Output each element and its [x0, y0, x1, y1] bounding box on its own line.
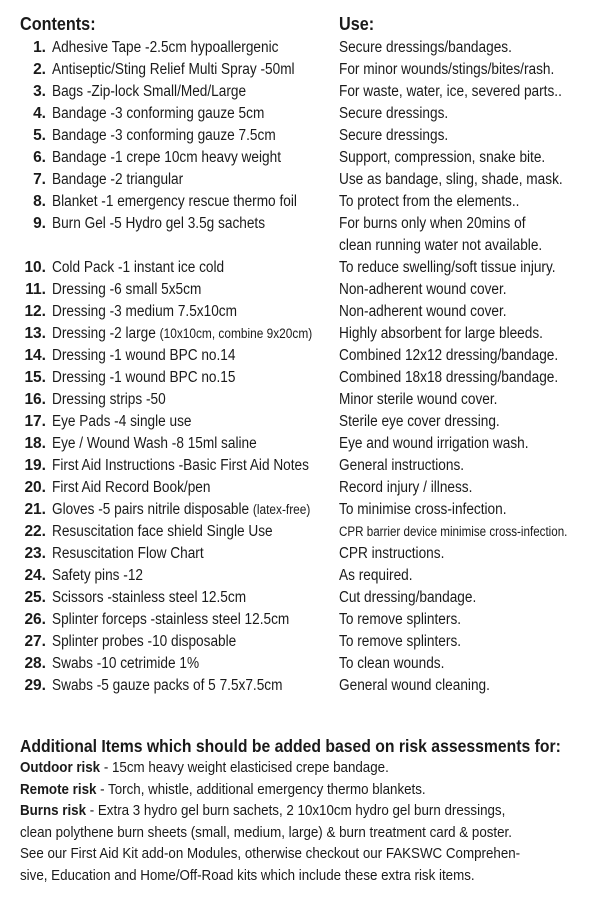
- item-number: 24.: [24, 567, 46, 584]
- item-number: 22.: [24, 523, 46, 540]
- list-item: [0, 477, 600, 499]
- item-use-text: To reduce swelling/soft tissue injury.: [339, 259, 556, 276]
- list-item: [0, 301, 600, 323]
- list-item: [0, 499, 600, 521]
- item-use: [339, 169, 600, 191]
- additional-items-title: Additional Items which should be added based on risk assessments for:: [20, 736, 561, 756]
- item-use-text: To clean wounds.: [339, 655, 445, 672]
- list-item: [0, 257, 600, 279]
- list-item: [0, 543, 600, 565]
- item-name-text: Dressing -1 wound BPC no.14: [52, 347, 236, 364]
- item-use: [339, 411, 600, 433]
- list-item: [0, 81, 600, 103]
- item-use-text: Combined 18x18 dressing/bandage.: [339, 369, 559, 386]
- item-name: [52, 433, 257, 455]
- list-item: [0, 455, 600, 477]
- item-name: [52, 389, 166, 411]
- item-name-text: Resuscitation face shield Single Use: [52, 523, 273, 540]
- item-use-text: Secure dressings.: [339, 127, 449, 144]
- item-use-text: CPR barrier device minimise cross-infection.: [339, 524, 568, 539]
- list-item: [0, 675, 600, 697]
- remote-risk-label: Remote risk: [20, 780, 97, 798]
- item-use: [339, 37, 600, 59]
- item-name: [52, 103, 264, 125]
- item-use-text: Cut dressing/bandage.: [339, 589, 477, 606]
- item-name: [52, 279, 201, 301]
- item-use: [339, 653, 600, 675]
- use-heading: Use:: [339, 14, 375, 34]
- item-use-text: As required.: [339, 567, 413, 584]
- item-number: 5.: [33, 127, 46, 144]
- item-name: [52, 125, 276, 147]
- item-use-text: To protect from the elements..: [339, 193, 520, 210]
- item-number: 27.: [24, 633, 46, 650]
- item-use: [339, 191, 600, 213]
- item-name: [52, 499, 310, 521]
- item-name: [52, 411, 192, 433]
- item-name-text: Eye / Wound Wash -8 15ml saline: [52, 435, 257, 452]
- item-number: 25.: [24, 589, 46, 606]
- item-use-text: For waste, water, ice, severed parts..: [339, 83, 562, 100]
- item-name: [52, 37, 278, 59]
- item-use-text: For burns only when 20mins of: [339, 215, 526, 232]
- item-use: [339, 521, 597, 543]
- item-name-text: Dressing -1 wound BPC no.15: [52, 369, 236, 386]
- item-use: [339, 59, 600, 81]
- item-name-text: First Aid Record Book/pen: [52, 479, 211, 496]
- item-name: [52, 521, 273, 543]
- burns-risk-label: Burns risk: [20, 802, 87, 819]
- item-use-text: To remove splinters.: [339, 633, 462, 650]
- item-use-text: CPR instructions.: [339, 545, 445, 562]
- item-number: 1.: [33, 39, 46, 56]
- item-name: [52, 543, 204, 565]
- list-item: [0, 389, 600, 411]
- outdoor-risk-line: [20, 757, 527, 779]
- remote-risk-text: - Torch, whistle, additional emergency thermo blankets.: [96, 780, 426, 798]
- burns-risk-line-2: clean polythene burn sheets (small, medium, large) & burn treatment card & poster.: [20, 823, 512, 841]
- item-name-text: Gloves -5 pairs nitrile disposable: [52, 501, 250, 518]
- item-use-text-2: clean running water not available.: [339, 237, 543, 254]
- item-number: 16.: [24, 391, 46, 408]
- additional-items-section: [20, 735, 590, 886]
- item-number: 8.: [33, 193, 46, 210]
- item-number: 28.: [24, 655, 46, 672]
- see-modules-line-1: See our First Aid Kit add-on Modules, otherwise checkout our FAKSWC Comprehen-: [20, 845, 521, 862]
- item-name-text: Swabs -5 gauze packs of 5 7.5x7.5cm: [52, 677, 283, 694]
- item-use: [339, 257, 600, 279]
- item-use-text: Support, compression, snake bite.: [339, 149, 546, 166]
- burns-risk-text: - Extra 3 hydro gel burn sachets, 2 10x10cm hydro gel burn dressings,: [86, 802, 506, 819]
- item-name: [52, 587, 246, 609]
- item-use: [339, 213, 600, 257]
- item-number: 20.: [24, 479, 46, 496]
- item-number: 12.: [24, 303, 46, 320]
- contents-heading: Contents:: [20, 14, 96, 34]
- item-name: [52, 345, 235, 367]
- item-use: [339, 103, 600, 125]
- item-number: 15.: [24, 369, 46, 386]
- item-use: [339, 147, 600, 169]
- item-use: [339, 367, 600, 389]
- item-name: [52, 455, 309, 477]
- item-use-text: Non-adherent wound cover.: [339, 281, 507, 298]
- item-number: 9.: [33, 215, 46, 232]
- item-use: [339, 565, 600, 587]
- item-name-text: Resuscitation Flow Chart: [52, 545, 204, 562]
- item-use-text: For minor wounds/stings/bites/rash.: [339, 61, 555, 78]
- item-name: [52, 675, 282, 697]
- item-name-text: Splinter probes -10 disposable: [52, 633, 237, 650]
- item-use: [339, 543, 600, 565]
- item-use: [339, 389, 600, 411]
- item-use-text: To remove splinters.: [339, 611, 462, 628]
- item-name-text: Safety pins -12: [52, 567, 143, 584]
- item-name-text: Dressing -2 large: [52, 325, 156, 342]
- list-item: [0, 59, 600, 81]
- item-name-text: Bandage -3 conforming gauze 5cm: [52, 105, 265, 122]
- item-name: [52, 323, 312, 345]
- list-item: [0, 411, 600, 433]
- item-name-text: Dressing -3 medium 7.5x10cm: [52, 303, 237, 320]
- item-name: [52, 169, 183, 191]
- item-number: 18.: [24, 435, 46, 452]
- list-item: [0, 103, 600, 125]
- list-item: [0, 521, 600, 543]
- item-use-text: Minor sterile wound cover.: [339, 391, 498, 408]
- list-item: [0, 587, 600, 609]
- item-name-text: Adhesive Tape -2.5cm hypoallergenic: [52, 39, 279, 56]
- item-name-text: Cold Pack -1 instant ice cold: [52, 259, 225, 276]
- item-use: [339, 301, 600, 323]
- item-name-text: Bags -Zip-lock Small/Med/Large: [52, 83, 247, 100]
- item-use-text: To minimise cross-infection.: [339, 501, 507, 518]
- item-name: [52, 59, 295, 81]
- item-name: [52, 301, 237, 323]
- item-name: [52, 631, 236, 653]
- item-number: 11.: [25, 281, 46, 298]
- item-number: 6.: [33, 149, 46, 166]
- item-number: 7.: [33, 171, 46, 188]
- item-number: 29.: [24, 677, 46, 694]
- list-item: [0, 565, 600, 587]
- item-number: 26.: [24, 611, 46, 628]
- list-item: [0, 169, 600, 191]
- item-name: [52, 477, 210, 499]
- item-use: [339, 609, 600, 631]
- list-item: [0, 125, 600, 147]
- item-use: [339, 81, 600, 103]
- item-use: [339, 499, 600, 521]
- item-name: [52, 191, 297, 213]
- item-use-text: Secure dressings.: [339, 105, 449, 122]
- list-item: [0, 191, 600, 213]
- list-item: [0, 279, 600, 301]
- list-item: [0, 323, 600, 345]
- item-name-text: Splinter forceps -stainless steel 12.5cm: [52, 611, 290, 628]
- item-use-text: Combined 12x12 dressing/bandage.: [339, 347, 559, 364]
- item-number: 23.: [24, 545, 46, 562]
- list-item: [0, 631, 600, 653]
- item-use: [339, 631, 600, 653]
- item-number: 3.: [33, 83, 46, 100]
- item-number: 13.: [24, 325, 46, 342]
- item-use: [339, 279, 600, 301]
- item-name-text: Dressing strips -50: [52, 391, 166, 408]
- item-number: 14.: [24, 347, 46, 364]
- burns-risk-line: [20, 800, 527, 822]
- item-name-text: First Aid Instructions -Basic First Aid Notes: [52, 457, 309, 474]
- item-use: [339, 323, 600, 345]
- item-name-text: Blanket -1 emergency rescue thermo foil: [52, 193, 297, 210]
- item-name: [52, 213, 265, 235]
- list-item: [0, 147, 600, 169]
- item-number: 19.: [24, 457, 46, 474]
- item-name-text: Dressing -6 small 5x5cm: [52, 281, 202, 298]
- item-use-text: General wound cleaning.: [339, 677, 490, 694]
- item-use-text: Record injury / illness.: [339, 479, 473, 496]
- outdoor-risk-label: Outdoor risk: [20, 759, 101, 776]
- item-use: [339, 125, 600, 147]
- item-name-text: Eye Pads -4 single use: [52, 413, 192, 430]
- list-item: [0, 653, 600, 675]
- item-use: [339, 345, 600, 367]
- see-modules-line-2: sive, Education and Home/Off-Road kits which include these extra risk items.: [20, 866, 475, 884]
- item-name: [52, 147, 281, 169]
- remote-risk-line: [20, 779, 527, 801]
- contents-list: [0, 37, 600, 697]
- item-name-text: Swabs -10 cetrimide 1%: [52, 655, 200, 672]
- list-item: [0, 37, 600, 59]
- item-use-text: Highly absorbent for large bleeds.: [339, 325, 543, 342]
- list-item: [0, 213, 600, 257]
- item-use-text: Non-adherent wound cover.: [339, 303, 507, 320]
- item-use-text: Sterile eye cover dressing.: [339, 413, 500, 430]
- item-use-text: Secure dressings/bandages.: [339, 39, 512, 56]
- item-name-text: Bandage -1 crepe 10cm heavy weight: [52, 149, 281, 166]
- item-use: [339, 433, 600, 455]
- list-item: [0, 433, 600, 455]
- item-number: 17.: [24, 413, 46, 430]
- item-name-text: Bandage -3 conforming gauze 7.5cm: [52, 127, 276, 144]
- item-number: 21.: [24, 501, 46, 518]
- item-number: 10.: [24, 259, 46, 276]
- item-use-text: Eye and wound irrigation wash.: [339, 435, 529, 452]
- item-use: [339, 587, 600, 609]
- item-number: 4.: [33, 105, 46, 122]
- item-name: [52, 367, 235, 389]
- item-name-note: (10x10cm, combine 9x20cm): [159, 326, 313, 341]
- item-name-text: Bandage -2 triangular: [52, 171, 184, 188]
- item-use: [339, 455, 600, 477]
- item-use: [339, 675, 600, 697]
- list-item: [0, 609, 600, 631]
- list-item: [0, 345, 600, 367]
- outdoor-risk-text: - 15cm heavy weight elasticised crepe bandage.: [100, 759, 389, 776]
- item-use-text: Use as bandage, sling, shade, mask.: [339, 171, 563, 188]
- item-use-text: General instructions.: [339, 457, 465, 474]
- item-name: [52, 653, 199, 675]
- item-name-text: Antiseptic/Sting Relief Multi Spray -50ml: [52, 61, 295, 78]
- item-name-text: Scissors -stainless steel 12.5cm: [52, 589, 247, 606]
- item-name: [52, 257, 224, 279]
- item-name: [52, 565, 143, 587]
- item-name: [52, 81, 246, 103]
- item-number: 2.: [33, 61, 46, 78]
- list-item: [0, 367, 600, 389]
- item-name: [52, 609, 289, 631]
- item-name-note: (latex-free): [252, 502, 311, 517]
- item-name-text: Burn Gel -5 Hydro gel 3.5g sachets: [52, 215, 266, 232]
- item-use: [339, 477, 600, 499]
